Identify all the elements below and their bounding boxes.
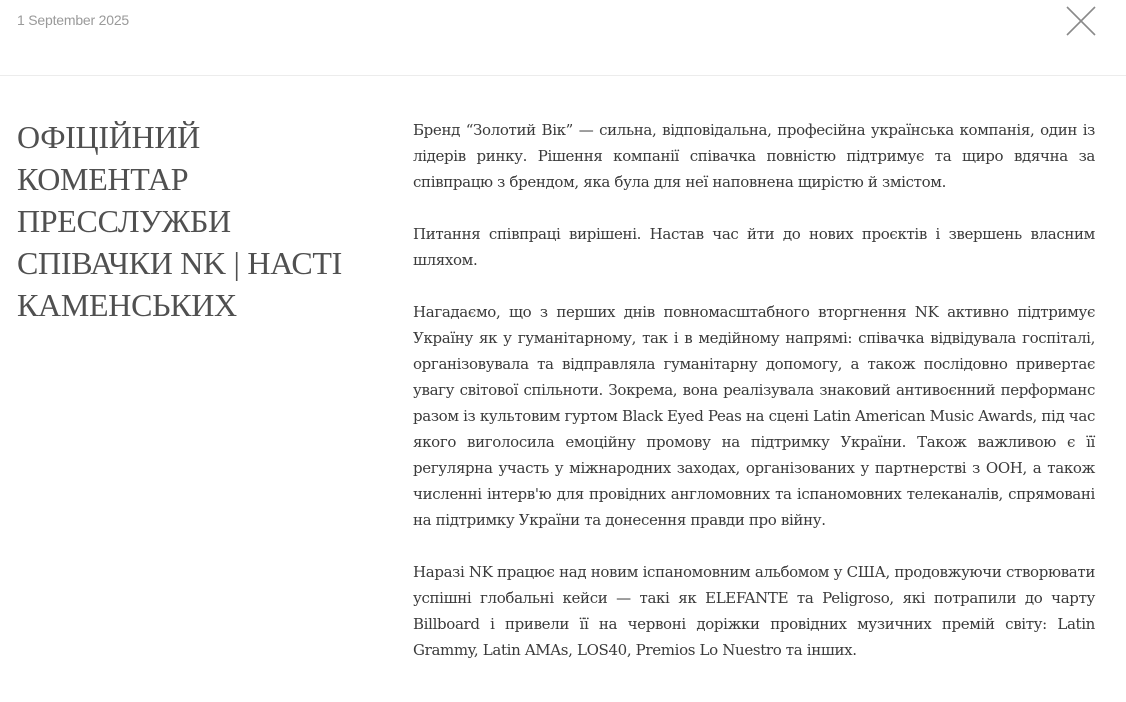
top-bar [0,0,1126,76]
article-paragraph: Нагадаємо, що з перших днів повномасштабного вторгнення NK активно підтримує Україну як у гуманітарному, так і в медійному напрямі: співачка відвідувала госпіталі, організовувала та відправляла гуманітарну допомогу, а також послідовно привертає увагу світової спільноти. Зокрема, вона реалізувала знаковий антивоєнний перформанс разом із культовим гуртом Black Eyed Peas на сцені Latin American Music Awards, під час якого виголосила емоційну промову на підтримку України. Також важливою є її регулярна участь у міжнародних заходах, організованих у партнерстві з ООН, а також численні інтерв'ю для провідних англомовних та іспаномовних телеканалів, спрямовані на підтримку України та донесення правди про війну. [413,303,1095,529]
close-button[interactable] [1064,4,1098,38]
article-title: ОФІЦІЙНИЙ КОМЕНТАР ПРЕССЛУЖБИ СПІВАЧКИ NK | НАСТІ КАМЕНСЬКИХ [17,119,343,323]
article-paragraph: Бренд “Золотий Вік” — сильна, відповідальна, професійна українська компанія, один із лідерів ринку. Рішення компанії співачка повністю підтримує та щиро вдячна за співпрацю з брендом, яка була для неї наповнена щирістю й змістом. [413,121,1095,191]
publish-date: 1 September 2025 [17,12,129,28]
article-body [413,117,1095,689]
article-paragraph: Наразі NK працює над новим іспаномовним альбомом у США, продовжуючи створювати успішні глобальні кейси — такі як ELEFANTE та Peligroso, які потрапили до чарту Billboard і привели її на червоні доріжки провідних музичних премій світу: Latin Grammy, Latin AMAs, LOS40, Premios Lo Nuestro та інших. [413,563,1095,659]
article-paragraph: Питання співпраці вирішені. Настав час йти до нових проєктів і звершень власним шляхом. [413,225,1095,269]
close-x-icon [1064,4,1098,38]
